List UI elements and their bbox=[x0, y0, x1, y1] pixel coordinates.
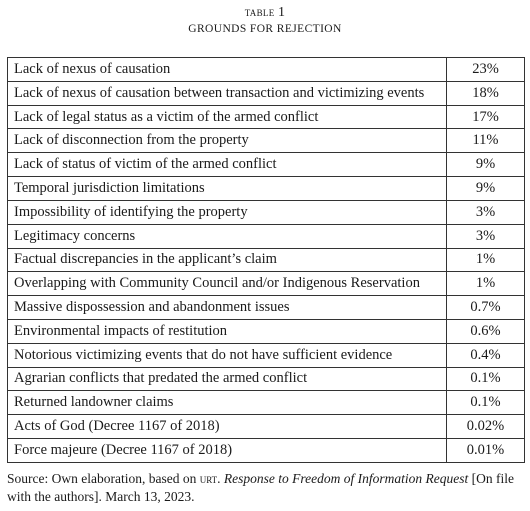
percent-cell: 0.7% bbox=[447, 296, 525, 320]
ground-cell: Temporal jurisdiction limitations bbox=[8, 177, 447, 201]
ground-cell: Impossibility of identifying the property bbox=[8, 200, 447, 224]
table-body bbox=[8, 58, 525, 463]
table-row bbox=[8, 272, 525, 296]
table-row bbox=[8, 200, 525, 224]
percent-cell: 17% bbox=[447, 105, 525, 129]
percent-cell: 9% bbox=[447, 177, 525, 201]
ground-cell: Agrarian conflicts that predated the armed conflict bbox=[8, 367, 447, 391]
source-prefix: Source: Own elaboration, based on bbox=[7, 471, 200, 486]
percent-cell: 23% bbox=[447, 58, 525, 82]
ground-cell: Lack of legal status as a victim of the armed conflict bbox=[8, 105, 447, 129]
percent-cell: 11% bbox=[447, 129, 525, 153]
ground-cell: Notorious victimizing events that do not have sufficient evidence bbox=[8, 343, 447, 367]
percent-cell: 3% bbox=[447, 224, 525, 248]
table-title: GROUNDS FOR REJECTION bbox=[188, 23, 342, 35]
ground-cell: Legitimacy concerns bbox=[8, 224, 447, 248]
table-row bbox=[8, 81, 525, 105]
table-label-text: table bbox=[244, 5, 275, 19]
table-row bbox=[8, 105, 525, 129]
ground-cell: Massive dispossession and abandonment issues bbox=[8, 296, 447, 320]
percent-cell: 0.02% bbox=[447, 415, 525, 439]
table-row bbox=[8, 177, 525, 201]
table-row bbox=[8, 248, 525, 272]
table-row bbox=[8, 129, 525, 153]
percent-cell: 0.4% bbox=[447, 343, 525, 367]
percent-cell: 18% bbox=[447, 81, 525, 105]
ground-cell: Environmental impacts of restitution bbox=[8, 319, 447, 343]
table-number: 1 bbox=[277, 5, 286, 20]
ground-cell: Force majeure (Decree 1167 of 2018) bbox=[8, 439, 447, 463]
table-row bbox=[8, 58, 525, 82]
ground-cell: Lack of nexus of causation between transaction and victimizing events bbox=[8, 81, 447, 105]
table-row bbox=[8, 319, 525, 343]
table-row bbox=[8, 343, 525, 367]
percent-cell: 3% bbox=[447, 200, 525, 224]
table-label bbox=[0, 4, 530, 21]
source-work: Response to Freedom of Information Request bbox=[223, 471, 469, 486]
ground-cell: Lack of status of victim of the armed conflict bbox=[8, 153, 447, 177]
table-row bbox=[8, 153, 525, 177]
ground-cell: Overlapping with Community Council and/or Indigenous Reservation bbox=[8, 272, 447, 296]
percent-cell: 9% bbox=[447, 153, 525, 177]
percent-cell: 1% bbox=[447, 248, 525, 272]
percent-cell: 0.01% bbox=[447, 439, 525, 463]
ground-cell: Acts of God (Decree 1167 of 2018) bbox=[8, 415, 447, 439]
source-separator: . bbox=[217, 471, 224, 486]
ground-cell: Returned landowner claims bbox=[8, 391, 447, 415]
table-row bbox=[8, 224, 525, 248]
source-note bbox=[7, 470, 527, 506]
table-row bbox=[8, 391, 525, 415]
table-row bbox=[8, 367, 525, 391]
table-row bbox=[8, 415, 525, 439]
grounds-table bbox=[7, 57, 525, 463]
table-row bbox=[8, 439, 525, 463]
percent-cell: 1% bbox=[447, 272, 525, 296]
source-org: urt bbox=[199, 471, 218, 486]
table-row bbox=[8, 296, 525, 320]
source-suffix: [On file with the authors]. March 13, 2023. bbox=[7, 471, 514, 504]
table-caption bbox=[0, 4, 530, 37]
percent-cell: 0.6% bbox=[447, 319, 525, 343]
ground-cell: Factual discrepancies in the applicant’s claim bbox=[8, 248, 447, 272]
percent-cell: 0.1% bbox=[447, 391, 525, 415]
percent-cell: 0.1% bbox=[447, 367, 525, 391]
ground-cell: Lack of nexus of causation bbox=[8, 58, 447, 82]
ground-cell: Lack of disconnection from the property bbox=[8, 129, 447, 153]
